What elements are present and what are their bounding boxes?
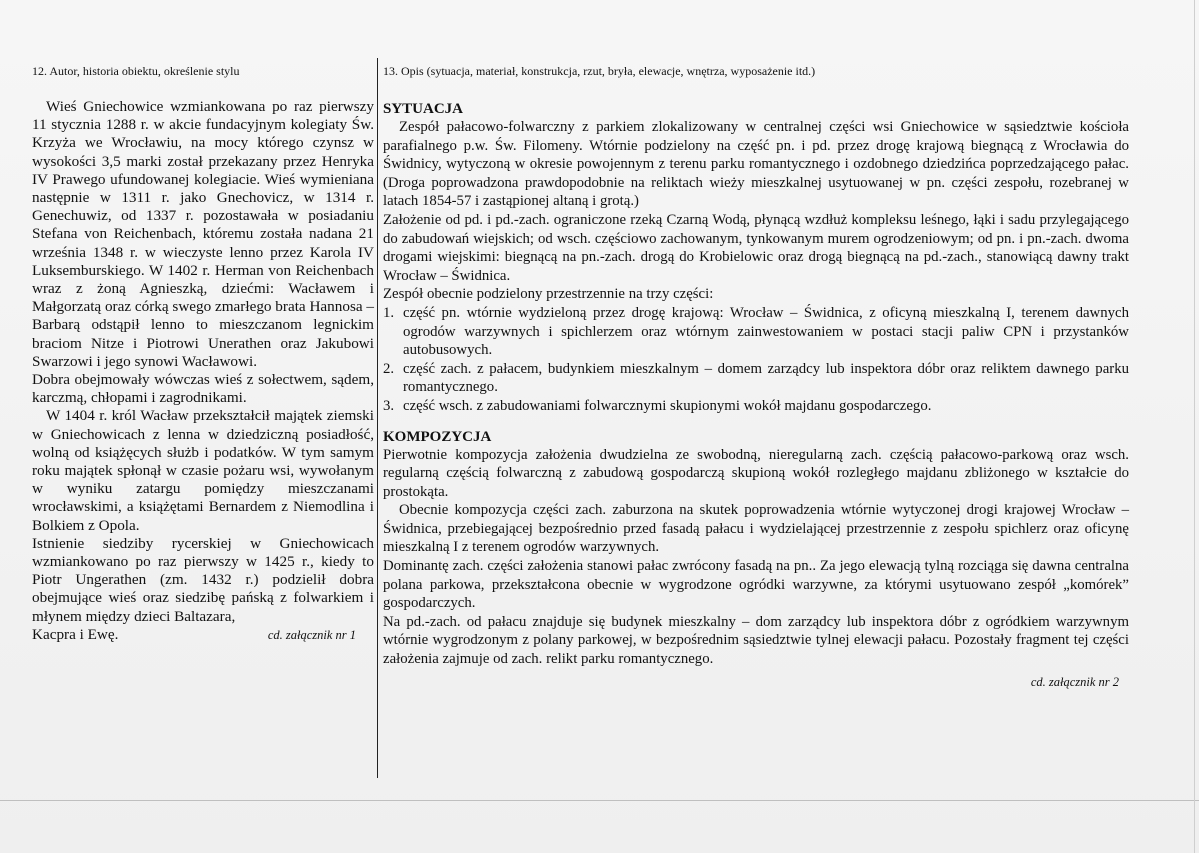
history-paragraph-1: Wieś Gniechowice wzmiankowana po raz pierwszy 11 stycznia 1288 r. w akcie fundacyjnym kolegiaty Św. Krzyża we Wrocławiu, na mocy którego czynsz w wysokości 3,5 marki został przekazany przez Henryka IV Prawego ufundowanej kolegiacie. Wieś wymieniana następnie w 1311 r. jako Gnechovicz, w 1314 r. Genechuwiz, od 1337 r. pozostawała w posiadaniu Stefana von Reichenbach, któremu została nadana 21 września 1348 r. w wieczyste lenno przez Karola IV Luksemburskiego. W 1402 r. Herman von Reichenbach wraz z żoną Agnieszką, dziećmi: Wacławem i Małgorzatą oraz córką swego zmarłego brata Hannosa – Barbarą odstąpił lenno to mieszczanom legnickim braciom Nitze i Piotrowi Unerathen oraz Jakubowi Swarzowi i jego synowi Wacławowi.: [32, 98, 374, 370]
list-item-text: część pn. wtórnie wydzieloną przez drogę krajową: Wrocław – Świdnica, z oficyną mieszkalną I, terenem dawnych ogrodów warzywnych i spichlerzem oraz wtórnym zainwestowaniem w postaci stacji paliw CPN i przystanków autobusowych.: [403, 304, 1129, 359]
list-item-number: 3.: [383, 397, 395, 414]
kompozycja-heading: KOMPOZYCJA: [383, 428, 492, 445]
list-item: [383, 304, 1129, 360]
sytuacja-paragraph-1: Zespół pałacowo-folwarczny z parkiem zlokalizowany w centralnej części wsi Gniechowice w sąsiedztwie kościoła parafialnego p.w. Św. Filomeny. Wtórnie podzielony na część pn. i pd. przez drogę krajową biegnącą z Wrocławia do Świdnicy, wytyczoną w okresie powojennym z terenu parku romantycznego i ozdobnego dziedzińca poprzedzającego pałac. (Droga poprowadzona prawdopodobnie na reliktach wieży mieszkalnej usytuowanej w pn. części zespołu, rozebranej w latach 1854-57 i zastąpionej altaną i grotą.): [383, 119, 1129, 210]
history-paragraph-4: Istnienie siedziby rycerskiej w Gniechowicach wzmiankowano po raz pierwszy w 1425 r., kiedy to Piotr Ungerathen (zm. 1432 r.) podzielił dobra obejmujące wieś oraz siedzibę pańską z folwarkiem i młynem między dzieci Baltazara,: [32, 534, 374, 625]
kompozycja-paragraph-1: Pierwotnie kompozycja założenia dwudzielna ze swobodną, nieregularną zach. częścią pałacowo-parkową oraz wsch. regularną częścią folwarczną z zabudową gospodarczą skupioną wokół rozległego majdanu zbliżonego w kształcie do prostokąta.: [383, 446, 1129, 500]
history-paragraph-4-end: Kacpra i Ewę.: [32, 625, 119, 643]
continuation-note-1: cd. załącznik nr 1: [267, 627, 356, 642]
history-paragraph-3: W 1404 r. król Wacław przekształcił majątek ziemski w Gniechowicach z lenna w dziedziczną posiadłość, wolną od książęcych służb i podatków. W tym samym roku majątek spłonął w czasie pożaru wsi, wywołanym w wyniku zatargu pomiędzy mieszczanami wrocławskimi, a książętami Bernardem z Niemodlina i Bolkiem z Opola.: [32, 407, 374, 534]
kompozycja-paragraph-4: Na pd.-zach. od pałacu znajduje się budynek mieszkalny – dom zarządcy lub inspektora dóbr z ogródkiem warzywnym wtórnie wygrodzonym z polany parkowej, w bezpośrednim sąsiedztwie tylnej elewacji pałacu. Pozostały fragment tej części założenia zajmuje od zach. relikt parku romantycznego.: [383, 613, 1129, 668]
history-last-line: [32, 626, 374, 644]
kompozycja-paragraph-3: Dominantę zach. części założenia stanowi pałac zwrócony fasadą na pn.. Za jego elewacją tylną rozciąga się dawna centralna polana parkowa, przekształcona obecnie w wygrodzone ogródki warzywne, za którymi usytuowano zespół „komórek” gospodarczych.: [383, 558, 1129, 612]
sytuacja-paragraph-2: Założenie od pd. i pd.-zach. ograniczone rzeką Czarną Wodą, płynącą wzdłuż kompleksu leśnego, łąki i sadu przylegającego do zabudowań wiejskich; od wsch. częściowo zachowanym, tynkowanym murem ogrodzeniowym; od pn. i pn.-zach. dwoma drogami wiejskimi: biegnącą na pn.-zach. drogą do Krobielowic oraz drogą biegnącą na pd.-zach., stanowiącą dawny trakt Wrocław – Świdnica.: [383, 211, 1129, 284]
section-12-header: 12. Autor, historia obiektu, określenie stylu: [32, 64, 240, 78]
list-item-number: 2.: [383, 360, 395, 377]
description-column: [383, 100, 1129, 691]
sytuacja-paragraph-3: Zespół obecnie podzielony przestrzennie na trzy części:: [383, 286, 714, 303]
continuation-note-2: cd. załącznik nr 2: [1030, 674, 1119, 689]
page-edge: [1194, 0, 1195, 853]
list-item-number: 1.: [383, 304, 395, 321]
list-item: [383, 360, 1129, 397]
history-paragraph-2: Dobra obejmowały wówczas wieś z sołectwem, sądem, karczmą, chłopami i zagrodnikami.: [32, 371, 374, 407]
sytuacja-heading: SYTUACJA: [383, 101, 464, 117]
section-gap: [383, 416, 1129, 428]
parts-list: [383, 304, 1129, 416]
section-13-header: 13. Opis (sytuacja, materiał, konstrukcja, rzut, bryła, elewacje, wnętrza, wyposażenie itd.): [383, 64, 816, 78]
list-item-text: część zach. z pałacem, budynkiem mieszkalnym – domem zarządcy lub inspektora dóbr oraz reliktem dawnego parku romantycznego.: [403, 360, 1129, 396]
bottom-rule: [0, 800, 1199, 801]
list-item: [383, 397, 1129, 416]
kompozycja-paragraph-2: Obecnie kompozycja części zach. zaburzona na skutek poprowadzenia wtórnie wytyczonej drogi krajowej Wrocław – Świdnica, przebiegającej bezpośrednio przed fasadą pałacu i wydzielającej przestrzennie z zespołu spichlerz oraz oficynę mieszkalną I z terenem ogrodów warzywnych.: [383, 502, 1129, 556]
list-item-text: część wsch. z zabudowaniami folwarcznymi skupionymi wokół majdanu gospodarczego.: [403, 397, 932, 414]
column-divider: [377, 58, 378, 778]
history-column: [32, 98, 374, 644]
